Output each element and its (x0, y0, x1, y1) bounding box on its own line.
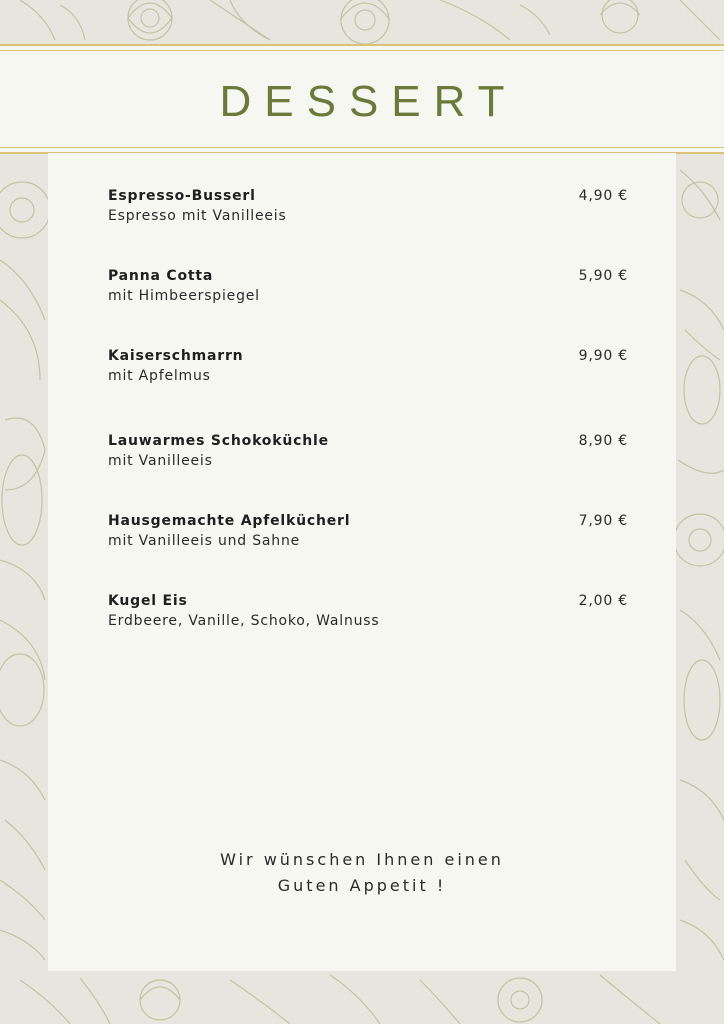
menu-item-name: Kugel Eis (108, 593, 188, 609)
menu-item (108, 511, 628, 551)
menu-item (108, 431, 628, 471)
page-title: DESSERT (219, 77, 518, 126)
menu-item-name: Hausgemachte Apfelkücherl (108, 513, 351, 529)
menu-item (108, 346, 628, 386)
menu-item-price: 2,00 € (578, 593, 628, 609)
menu-item-description: mit Vanilleeis und Sahne (108, 533, 301, 549)
closing-line-2: Guten Appetit ! (277, 876, 447, 895)
menu-item-price: 8,90 € (578, 433, 628, 449)
closing-message (48, 847, 676, 899)
menu-item (108, 266, 628, 306)
menu-item-name: Panna Cotta (108, 268, 214, 284)
closing-line-1: Wir wünschen Ihnen einen (220, 850, 504, 869)
menu-item-price: 7,90 € (578, 513, 628, 529)
menu-item-name: Kaiserschmarrn (108, 348, 244, 364)
menu-item (108, 186, 628, 226)
menu-item-description: Erdbeere, Vanille, Schoko, Walnuss (108, 613, 380, 629)
menu-item-price: 9,90 € (578, 348, 628, 364)
menu-item-description: mit Himbeerspiegel (108, 288, 260, 304)
title-banner (0, 44, 724, 154)
menu-item (108, 591, 628, 631)
menu-item-price: 4,90 € (578, 188, 628, 204)
menu-item-description: mit Apfelmus (108, 368, 211, 384)
menu-item-name: Lauwarmes Schokoküchle (108, 433, 329, 449)
menu-item-price: 5,90 € (578, 268, 628, 284)
menu-item-description: Espresso mit Vanilleeis (108, 208, 287, 224)
menu-panel (48, 153, 676, 971)
menu-item-name: Espresso-Busserl (108, 188, 256, 204)
menu-item-description: mit Vanilleeis (108, 453, 213, 469)
